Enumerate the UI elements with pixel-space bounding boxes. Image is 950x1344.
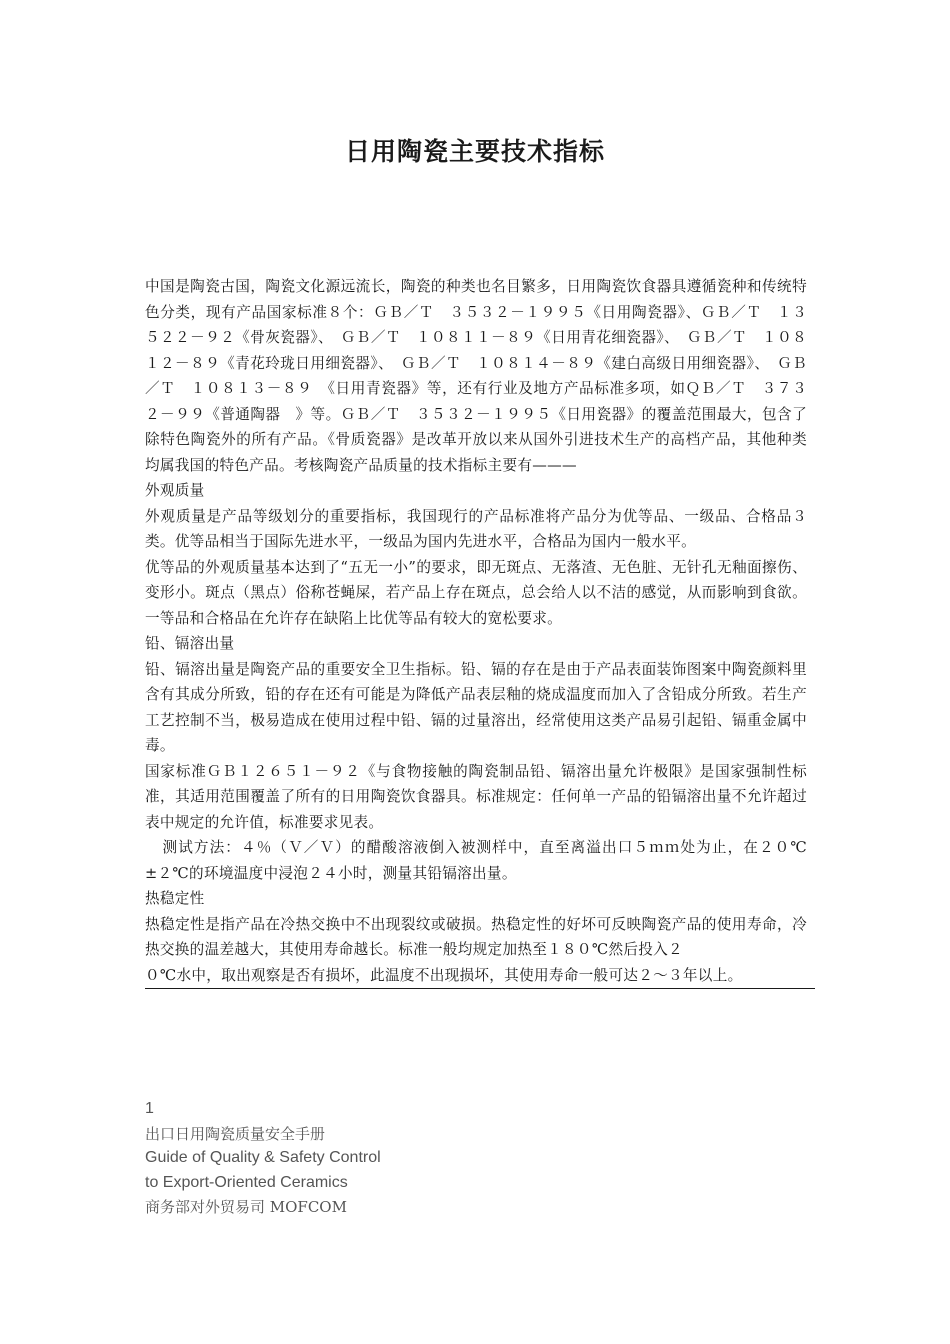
thermal-stability-paragraph: 热稳定性是指产品在冷热交换中不出现裂纹或破损。热稳定性的好坏可反映陶瓷产品的使用寿命，冷热交换的温差越大，其使用寿命越长。标准一般均规定加热至１８０℃然后投入２ <box>145 915 807 958</box>
thermal-stability-last-line: ０℃水中，取出观察是否有损坏，此温度不出现损坏，其使用寿命一般可达２～３年以上。 <box>145 963 815 990</box>
footer-ministry: 商务部对外贸易司 MOFCOM <box>145 1198 347 1216</box>
footer-handbook-en-line2: to Export-Oriented Ceramics <box>145 1173 348 1191</box>
intro-paragraph: 中国是陶瓷古国，陶瓷文化源远流长，陶瓷的种类也名目繁多，日用陶瓷饮食器具遵循瓷种和传统特色分类，现有产品国家标准８个：ＧＢ／Ｔ ３５３２－１９９５《日用陶瓷器》、ＧＢ／Ｔ １３５２２－９２《骨灰瓷器》、 ＧＢ／Ｔ １０８１１－８９《日用青花细瓷器》、 ＧＢ／Ｔ １０８１２－８９《青花玲珑日用细瓷器》、 ＧＢ／Ｔ １０８１４－８９《建白高级日用细瓷器》、 ＧＢ／Ｔ １０８１３－８９ 《日用青瓷器》等，还有行业及地方产品标准多项，如ＱＢ／Ｔ ３７３２－９９《普通陶器 》等。ＧＢ／Ｔ ３５３２－１９９５《日用瓷器》的覆盖范围最大，包含了除特色陶瓷外的所有产品。《骨质瓷器》是改革开放以来从国外引进技术生产的高档产品，其他种类均属我国的特色产品。考核陶瓷产品质量的技术指标主要有——— <box>145 278 807 474</box>
test-method-paragraph: 测试方法：４％（Ｖ／Ｖ）的醋酸溶液倒入被测样中，直至离溢出口５ｍｍ处为止，在２０℃±２℃的环境温度中浸泡２４小时，测量其铅镉溶出量。 <box>145 839 807 882</box>
page-number: 1 <box>145 1100 154 1117</box>
page-title: 日用陶瓷主要技术指标 <box>344 137 605 166</box>
section-heading-appearance: 外观质量 <box>145 482 205 499</box>
lead-cadmium-paragraph: 铅、镉溶出量是陶瓷产品的重要安全卫生指标。铅、镉的存在是由于产品表面装饰图案中陶瓷颜料里含有其成分所致，铅的存在还有可能是为降低产品表层釉的烧成温度而加入了含铅成分所致。若生产工艺控制不当，极易造成在使用过程中铅、镉的过量溶出，经常使用这类产品易引起铅、镉重金属中毒。 <box>145 660 807 754</box>
document-body <box>145 274 807 989</box>
national-standard-paragraph: 国家标准ＧＢ１２６５１－９２《与食物接触的陶瓷制品铅、镉溶出量允许极限》是国家强制性标准，其适用范围覆盖了所有的日用陶瓷饮食器具。标准规定：任何单一产品的铅镉溶出量不允许超过表中规定的允许值，标准要求见表。 <box>145 762 807 831</box>
page-footer <box>145 1097 381 1220</box>
section-heading-lead-cadmium: 铅、镉溶出量 <box>145 635 235 652</box>
footer-handbook-cn: 出口日用陶瓷质量安全手册 <box>145 1124 326 1143</box>
footer-handbook-en-line1: Guide of Quality & Safety Control <box>145 1149 381 1166</box>
section-heading-thermal-stability: 热稳定性 <box>145 890 205 907</box>
appearance-paragraph: 外观质量是产品等级划分的重要指标，我国现行的产品标准将产品分为优等品、一级品、合格品３类。优等品相当于国际先进水平，一级品为国内先进水平，合格品为国内一般水平。 <box>145 507 807 550</box>
appearance-detail-paragraph: 优等品的外观质量基本达到了“五无一小”的要求，即无斑点、无落渣、无色脏、无针孔无釉面擦伤、变形小。斑点（黑点）俗称苍蝇屎，若产品上存在斑点，总会给人以不洁的感觉，从而影响到食欲。一等品和合格品在允许存在缺陷上比优等品有较大的宽松要求。 <box>145 558 807 627</box>
